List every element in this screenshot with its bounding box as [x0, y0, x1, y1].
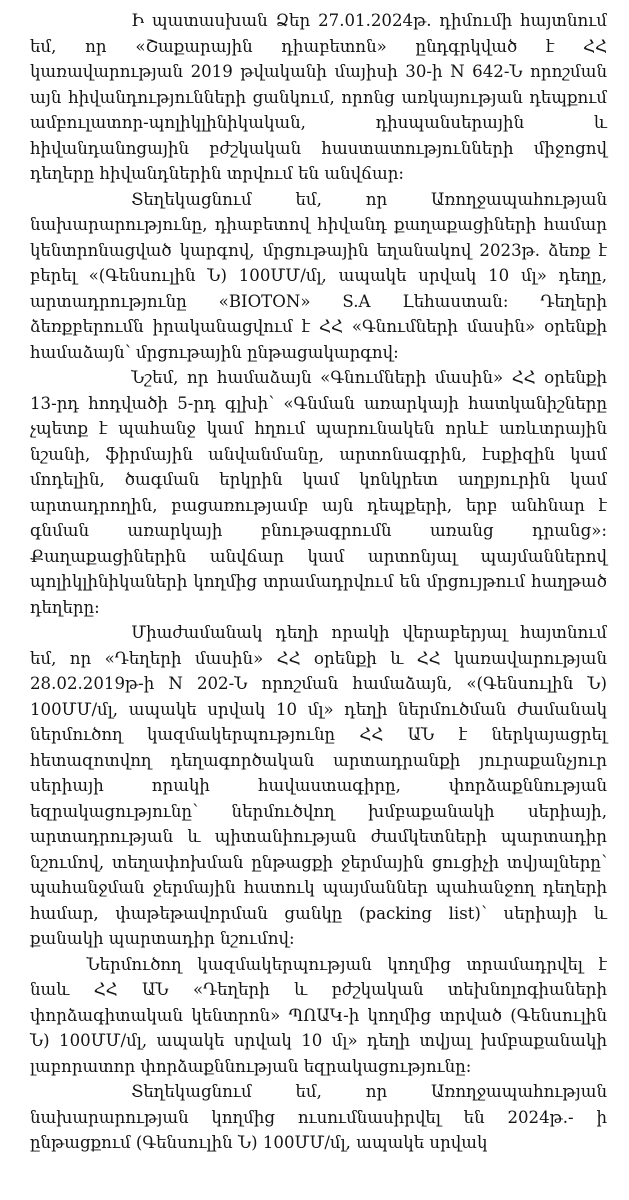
paragraph-request-response: Ի պատասխան Ձեր 27.01.2024թ. դիմումի հայտնում եմ, որ «Շաքարային դիաբետոն» ընդգրկված է ՀՀ կառավարության 2019 թվականի մայիսի 30-ի N 642-Ն որոշման այն հիվանդությունների ցանկում, որոնց առկայության դեպքում ամբուլատոր-պոլիկլինիկական, դիսպանսերային և հիվանդանոցային բժշկական հաստատությունների միջոցով դեղերը հիվանդներին տրվում են անվճար: — [30, 11, 607, 183]
paragraph-ministry-review: Տեղեկացնում եմ, որ Առողջապահության նախարարության կողմից ուսումնասիրվել են 2024թ.- ի ընթացքում (Գենսուլին Ն) 100ՄՄ/մլ, ապակե սրվակ — [30, 1082, 607, 1152]
paragraph-procurement-info: Տեղեկացնում եմ, որ Առողջապահության նախարարությունը, դիաբետով հիվանդ քաղաքացիների համար կենտրոնացված կարգով, մրցութային եղանակով 2023թ. ձեռք է բերել «(Գենսուլին Ն) 100ՄՄ/մլ, ապակե սրվակ 10 մլ» դեղը, արտադրությունը «BIOTON» S.A Լեհաստան: Դեղերի ձեռքբերումն իրականացվում է ՀՀ «Գնումների մասին» օրենքի համաձայն՝ մրցութային ընթացակարգով: — [30, 189, 607, 362]
paragraph-quality-requirements: Միաժամանակ դեղի որակի վերաբերյալ հայտնում եմ, որ «Դեղերի մասին» ՀՀ օրենքի և ՀՀ կառավարության 28.02.2019թ-ի N 202-Ն որոշման համաձայն, «(Գենսուլին Ն) 100ՄՄ/մլ, ապակե սրվակ 10 մլ» դեղի ներմուծման ժամանակ ներմուծող կազմակերպությունը ՀՀ ԱՆ է ներկայացրել հետազոտվող դեղագործական արտադրանքի յուրաքանչյուր սերիայի որակի հավաստագիրը, փորձաքննության եզրակացությունը՝ ներմուծվող խմբաքանակի սերիայի, արտադրության և պիտանիության ժամկետների պարտադիր նշումով, տեղափոխման ընթացքի ջերմային ցուցիչի տվյալները՝ պահանջման ջերմային հատուկ պայմաններ պահանջող դեղերի համար, փաթեթավորման ցանկը (packing list)՝ սերիայի և քանակի պարտադիր նշումով: — [30, 623, 607, 948]
paragraph-lab-expertise: Ներմուծող կազմակերպության կողմից տրամադրվել է նաև ՀՀ ԱՆ «Դեղերի և բժշկական տեխնոլոգիաների փորձագիտական կենտրոն» ՊՈԱԿ-ի կողմից տրված (Գենսուլին Ն) 100ՄՄ/մլ, ապակե սրվակ 10 մլ» դեղի տվյալ խմբաքանակի լաբորատոր փորձաքննության եզրակացությունը: — [30, 954, 607, 1076]
paragraph-procurement-law: Նշեմ, որ համաձայն «Գնումների մասին» ՀՀ օրենքի 13-րդ հոդվածի 5-րդ գլխի՝ «Գնման առարկայի հատկանիշները չպետք է պահանջ կամ հղում պարունակեն որևէ առևտրային նշանի, ֆիրմային անվանմանը, արտոնագրին, էսքիզին կամ մոդելին, ծագման երկրին կամ կոնկրետ աղբյուրին կամ արտադրողին, բացառությամբ այն դեպքերի, երբ անհնար է գնման առարկայի բնութագրումն առանց դրանց»: Քաղաքացիներին անվճար կամ արտոնյալ պայմաններով պոլիկլինիկաների կողմից տրամադրվում են մրցույթում հաղթած դեղերը: — [30, 368, 607, 617]
